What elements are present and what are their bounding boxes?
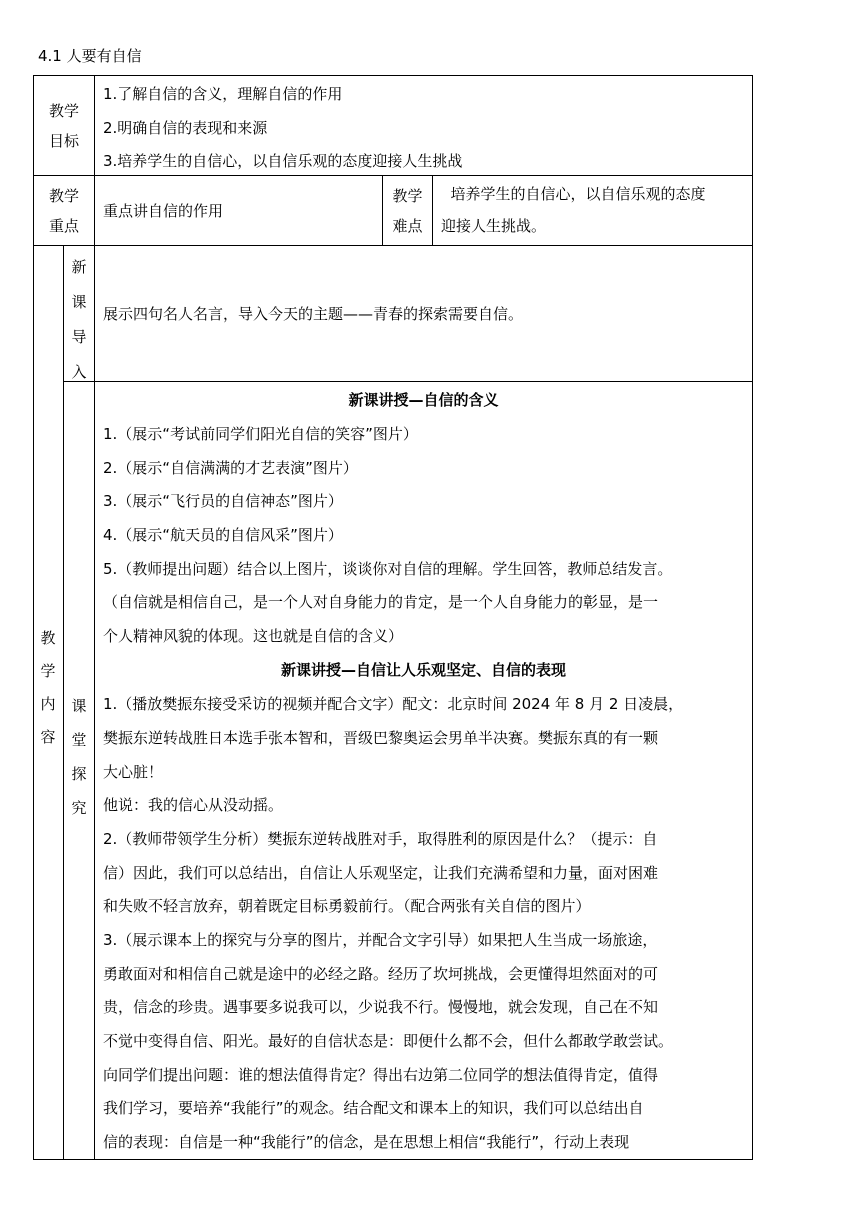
table-border-row1 xyxy=(33,175,753,176)
explore-label-char: 课 xyxy=(71,697,87,715)
intro-label-char: 入 xyxy=(71,363,87,381)
objective-item-1: 1.了解自信的含义，理解自信的作用 xyxy=(103,85,343,103)
table-border-right xyxy=(752,75,753,1160)
confidence-line: 2.（教师带领学生分析）樊振东逆转战胜对手，取得胜利的原因是什么？（提示：自 xyxy=(103,830,658,848)
explore-label xyxy=(69,689,89,825)
confidence-line: 和失败不轻言放弃，朝着既定目标勇毅前行。（配合两张有关自信的图片） xyxy=(103,897,591,915)
objectives-label-line2: 目标 xyxy=(48,132,79,150)
section-heading-meaning: 新课讲授—自信的含义 xyxy=(348,391,499,409)
key-points-label-line1: 教学 xyxy=(48,187,79,205)
meaning-line: （自信就是相信自己，是一个人对自身能力的肯定，是一个人自身能力的彰显，是一 xyxy=(103,593,659,611)
meaning-line: 个人精神风貌的体现。这也就是自信的含义） xyxy=(103,627,404,645)
confidence-line: 他说：我的信心从没动摇。 xyxy=(103,796,284,814)
confidence-line: 3.（展示课本上的探究与分享的图片，并配合文字引导）如果把人生当成一场旅途， xyxy=(103,931,658,949)
difficulty-line-2: 迎接人生挑战。 xyxy=(441,217,547,235)
content-label-char: 学 xyxy=(40,662,56,680)
meaning-line: 4.（展示“航天员的自信风采”图片） xyxy=(103,526,343,544)
confidence-line: 不觉中变得自信、阳光。最好的自信状态是：即便什么都不会，但什么都敢学敢尝试。 xyxy=(103,1032,674,1050)
explore-label-char: 究 xyxy=(71,799,87,817)
content-label-char: 容 xyxy=(40,728,56,746)
key-points-label-line2: 重点 xyxy=(48,217,79,235)
explore-label-char: 堂 xyxy=(71,731,87,749)
table-border-bottom xyxy=(33,1159,753,1160)
confidence-line: 大心脏！ xyxy=(103,763,164,781)
objectives-label-line1: 教学 xyxy=(48,102,79,120)
meaning-line: 3.（展示“飞行员的自信神态”图片） xyxy=(103,492,343,510)
difficulty-label-line2: 难点 xyxy=(392,217,423,235)
key-points-text: 重点讲自信的作用 xyxy=(103,202,224,220)
intro-label-char: 课 xyxy=(71,293,87,311)
confidence-line: 信的表现：自信是一种“我能行”的信念，是在思想上相信“我能行”，行动上表现 xyxy=(103,1133,630,1151)
content-label-char: 内 xyxy=(40,695,56,713)
document-title: 4.1 人要有自信 xyxy=(38,47,142,65)
difficulty-label-line1: 教学 xyxy=(392,187,423,205)
table-border-top xyxy=(33,75,753,76)
table-divider-content-inner xyxy=(94,245,95,1160)
explore-label-char: 探 xyxy=(71,765,87,783)
table-border-row3 xyxy=(63,381,753,382)
confidence-line: 信）因此，我们可以总结出，自信让人乐观坚定，让我们充满希望和力量，面对困难 xyxy=(103,864,659,882)
teaching-content-label xyxy=(38,622,58,754)
confidence-line: 樊振东逆转战胜日本选手张本智和，晋级巴黎奥运会男单半决赛。樊振东真的有一颗 xyxy=(103,729,659,747)
content-label-char: 教 xyxy=(40,629,56,647)
meaning-line: 2.（展示“自信满满的才艺表演”图片） xyxy=(103,459,358,477)
confidence-line: 我们学习，要培养“我能行”的观念。结合配文和课本上的知识，我们可以总结出自 xyxy=(103,1099,644,1117)
confidence-line: 贵，信念的珍贵。遇事要多说我可以，少说我不行。慢慢地，就会发现，自己在不知 xyxy=(103,998,659,1016)
table-divider-label xyxy=(94,75,95,246)
intro-label-char: 导 xyxy=(71,328,87,346)
meaning-line: 1.（展示“考试前同学们阳光自信的笑容”图片） xyxy=(103,425,418,443)
objectives-label xyxy=(34,96,94,156)
difficulty-line-1: 培养学生的自信心，以自信乐观的态度 xyxy=(441,185,706,203)
table-divider-diff-right xyxy=(432,175,433,246)
confidence-line: 向同学们提出问题：谁的想法值得肯定？得出右边第二位同学的想法值得肯定，值得 xyxy=(103,1066,659,1084)
objective-item-2: 2.明确自信的表现和来源 xyxy=(103,119,268,137)
key-points-label xyxy=(34,181,94,241)
intro-text: 展示四句名人名言，导入今天的主题——青春的探索需要自信。 xyxy=(103,305,524,323)
table-border-row2 xyxy=(33,245,753,246)
objective-item-3: 3.培养学生的自信心，以自信乐观的态度迎接人生挑战 xyxy=(103,152,463,170)
difficulty-label xyxy=(383,181,432,241)
meaning-line: 5.（教师提出问题）结合以上图片，谈谈你对自信的理解。学生回答，教师总结发言。 xyxy=(103,560,673,578)
intro-label-char: 新 xyxy=(71,258,87,276)
section-heading-confidence: 新课讲授—自信让人乐观坚定、自信的表现 xyxy=(280,661,566,679)
intro-label xyxy=(69,250,89,390)
confidence-line: 勇敢面对和相信自己就是途中的必经之路。经历了坎坷挑战，会更懂得坦然面对的可 xyxy=(103,965,659,983)
confidence-line: 1.（播放樊振东接受采访的视频并配合文字）配文：北京时间 2024 年 8 月 2 日凌晨， xyxy=(103,695,684,713)
table-divider-content-outer xyxy=(63,245,64,1160)
